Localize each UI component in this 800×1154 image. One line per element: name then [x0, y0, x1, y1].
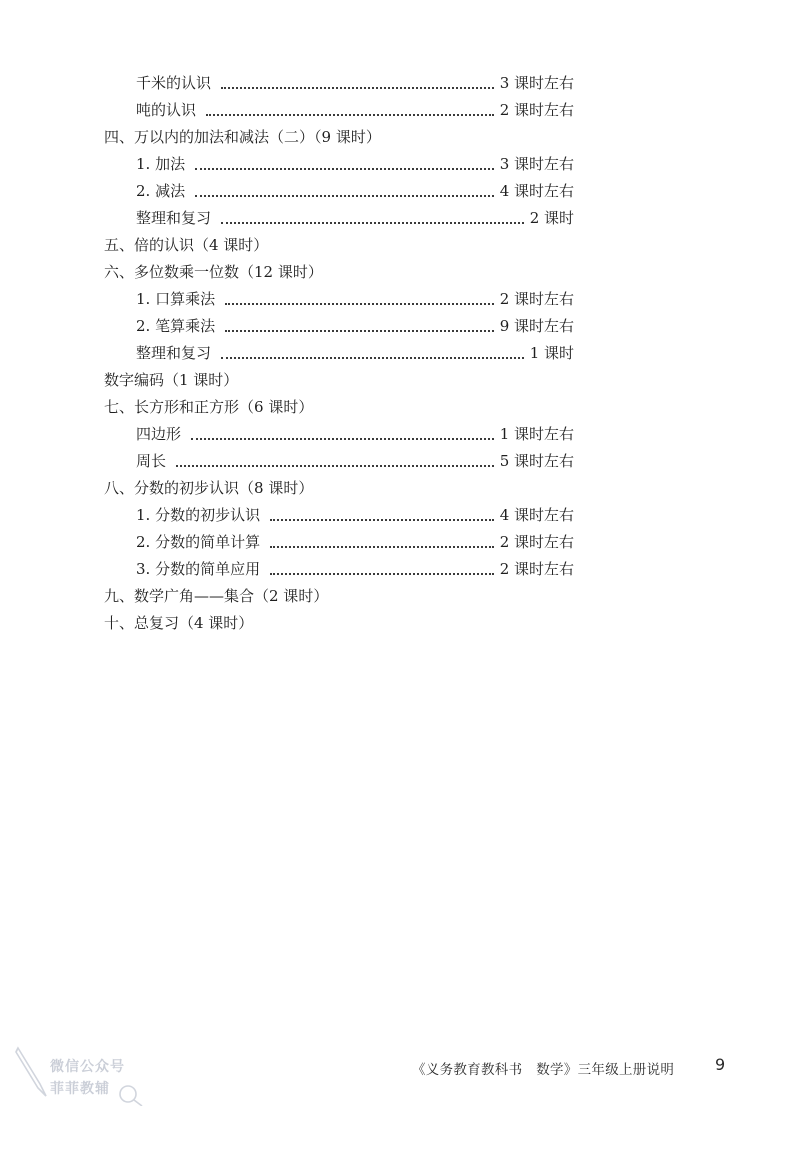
- toc-entry-label: 六、多位数乘一位数（12 课时）: [104, 263, 323, 281]
- dot-leader: [195, 167, 494, 170]
- toc-entry-label: 1. 加法: [136, 155, 186, 173]
- dot-leader: [225, 302, 494, 305]
- toc-entry-label: 八、分数的初步认识（8 课时）: [104, 479, 314, 497]
- toc-entry: [104, 394, 574, 421]
- toc-entry-label: 整理和复习: [136, 344, 212, 362]
- watermark-line1: 微信公众号: [50, 1059, 125, 1075]
- dot-leader: [176, 464, 494, 467]
- toc-entry: [104, 124, 574, 151]
- dot-leader: [270, 518, 494, 521]
- dot-leader: [195, 194, 494, 197]
- toc-entry-label: 周长: [136, 452, 167, 470]
- toc-entry: [104, 502, 574, 529]
- watermark-line2: 菲菲教辅: [50, 1081, 110, 1097]
- toc-entry-label: 2. 笔算乘法: [136, 317, 216, 335]
- toc-entry-label: 四、万以内的加法和减法（二）（9 课时）: [104, 128, 381, 146]
- dot-leader: [206, 113, 494, 116]
- toc-entry-hours: 2 课时: [529, 209, 574, 227]
- dot-leader: [191, 437, 494, 440]
- toc-entry-hours: 2 课时左右: [499, 290, 574, 308]
- dot-leader: [270, 572, 494, 575]
- toc-entry-hours: 3 课时左右: [499, 74, 574, 92]
- toc-entry: [104, 529, 574, 556]
- toc-entry-label: 1. 口算乘法: [136, 290, 216, 308]
- toc-entry: [104, 475, 574, 502]
- toc-entry-label: 吨的认识: [136, 101, 197, 119]
- toc-entry: [104, 151, 574, 178]
- dot-leader: [221, 356, 524, 359]
- toc-entry-label: 1. 分数的初步认识: [136, 506, 261, 524]
- dot-leader: [270, 545, 494, 548]
- toc-entry: [104, 421, 574, 448]
- dot-leader: [221, 221, 524, 224]
- toc-entry-label: 2. 分数的简单计算: [136, 533, 261, 551]
- toc-entry-label: 四边形: [136, 425, 182, 443]
- toc-entry-label: 十、总复习（4 课时）: [104, 614, 254, 632]
- toc-entry-label: 整理和复习: [136, 209, 212, 227]
- toc-entry-hours: 4 课时左右: [499, 506, 574, 524]
- toc-entry: [104, 610, 574, 637]
- toc-entry-hours: 1 课时: [529, 344, 574, 362]
- toc-entry: [104, 70, 574, 97]
- toc-entry-label: 数字编码（1 课时）: [104, 371, 239, 389]
- toc-entry: [104, 556, 574, 583]
- toc-entry: [104, 205, 574, 232]
- toc-entry: [104, 313, 574, 340]
- toc-entry-label: 九、数学广角——集合（2 课时）: [104, 587, 329, 605]
- toc-entry: [104, 340, 574, 367]
- toc-entry-hours: 2 课时左右: [499, 533, 574, 551]
- toc-entry: [104, 97, 574, 124]
- footer-book-title: 《义务教育教科书 数学》三年级上册说明: [412, 1062, 675, 1078]
- toc-entry-hours: 2 课时左右: [499, 101, 574, 119]
- watermark: [10, 1036, 150, 1106]
- table-of-contents: [104, 70, 574, 637]
- toc-entry-hours: 5 课时左右: [499, 452, 574, 470]
- toc-entry: [104, 367, 574, 394]
- toc-entry-label: 2. 减法: [136, 182, 186, 200]
- toc-entry-label: 七、长方形和正方形（6 课时）: [104, 398, 314, 416]
- dot-leader: [221, 86, 494, 89]
- toc-entry: [104, 178, 574, 205]
- dot-leader: [225, 329, 494, 332]
- toc-entry-hours: 3 课时左右: [499, 155, 574, 173]
- toc-entry-hours: 2 课时左右: [499, 560, 574, 578]
- toc-entry: [104, 259, 574, 286]
- toc-entry: [104, 232, 574, 259]
- toc-entry-hours: 9 课时左右: [499, 317, 574, 335]
- toc-entry: [104, 286, 574, 313]
- toc-entry: [104, 583, 574, 610]
- toc-entry-label: 3. 分数的简单应用: [136, 560, 261, 578]
- toc-entry-hours: 1 课时左右: [499, 425, 574, 443]
- toc-entry-hours: 4 课时左右: [499, 182, 574, 200]
- toc-entry-label: 五、倍的认识（4 课时）: [104, 236, 269, 254]
- page-number: 9: [715, 1055, 726, 1074]
- toc-entry: [104, 448, 574, 475]
- toc-entry-label: 千米的认识: [136, 74, 212, 92]
